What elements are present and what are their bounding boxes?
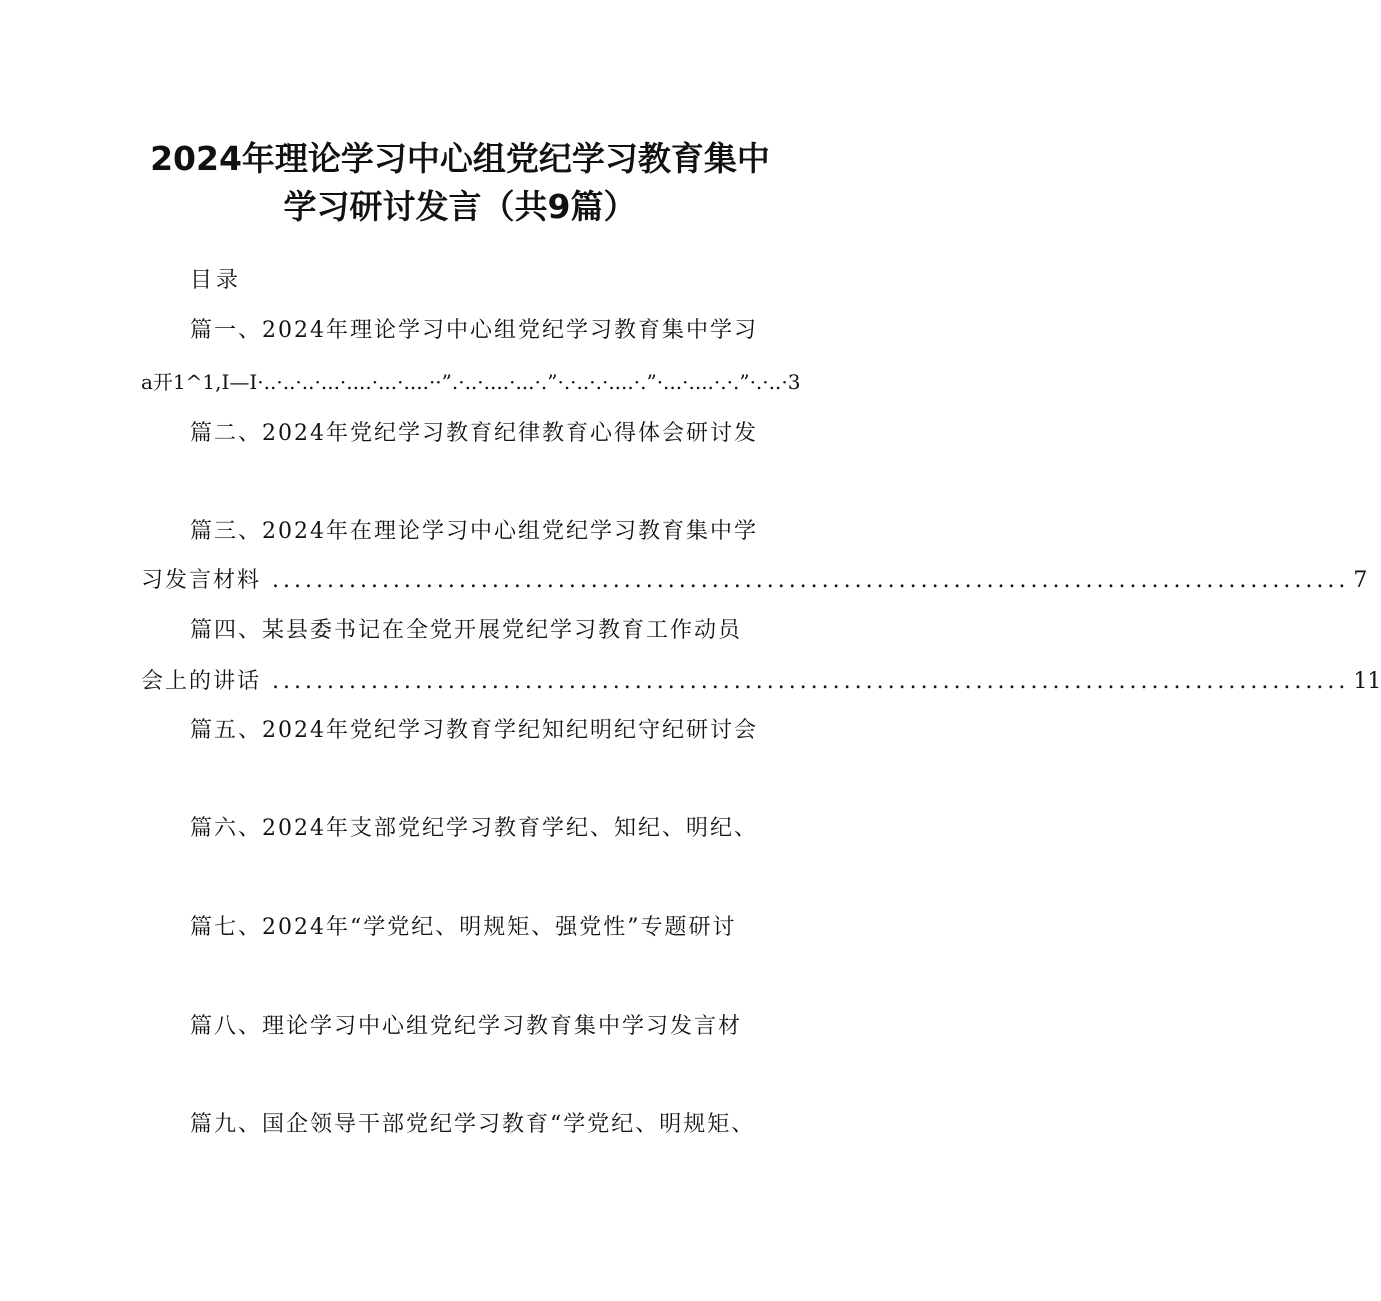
toc-entry-7[interactable]: 篇七、2024年“学党纪、明规矩、强党性”专题研讨	[190, 915, 737, 940]
toc-entry-4-continuation[interactable]	[141, 667, 1381, 697]
toc-entry-2[interactable]: 篇二、2024年党纪学习教育纪律教育心得体会研讨发	[190, 421, 758, 446]
toc-leader-dots: ..................................................................................................	[261, 669, 1350, 694]
title-line-2: 学习研讨发言（共9篇）	[283, 187, 637, 226]
toc-leader-dots: ..................................................................................................	[261, 568, 1350, 593]
toc-entry-3[interactable]: 篇三、2024年在理论学习中心组党纪学习教育集中学	[190, 519, 758, 544]
toc-heading: 目录	[190, 268, 243, 293]
toc-entry-3-continuation[interactable]	[141, 566, 1368, 596]
toc-entry-1-continuation[interactable]	[141, 367, 801, 397]
toc-entry-4-page: 11	[1353, 669, 1381, 694]
toc-entry-5[interactable]: 篇五、2024年党纪学习教育学纪知纪明纪守纪研讨会	[190, 718, 758, 743]
toc-entry-9[interactable]: 篇九、国企领导干部党纪学习教育“学党纪、明规矩、	[190, 1112, 756, 1137]
toc-entry-3-page: 7	[1353, 568, 1368, 593]
toc-entry-4-line2: 会上的讲话	[141, 669, 262, 694]
title-line-1: 2024年理论学习中心组党纪学习教育集中	[150, 139, 770, 178]
toc-entry-8[interactable]: 篇八、理论学习中心组党纪学习教育集中学习发言材	[190, 1014, 743, 1039]
toc-entry-1-line2: a开1^1,I—I·..·..·..·...·....·...·....··”.·..·....·...·.”·.·..·.·....·.”·...·....·.·.”·.·..·3	[141, 370, 801, 394]
toc-entry-3-line2: 习发言材料	[141, 568, 262, 593]
toc-entry-4[interactable]: 篇四、某县委书记在全党开展党纪学习教育工作动员	[190, 618, 743, 643]
toc-entry-6[interactable]: 篇六、2024年支部党纪学习教育学纪、知纪、明纪、	[190, 816, 758, 841]
toc-entry-1[interactable]: 篇一、2024年理论学习中心组党纪学习教育集中学习	[190, 318, 758, 343]
